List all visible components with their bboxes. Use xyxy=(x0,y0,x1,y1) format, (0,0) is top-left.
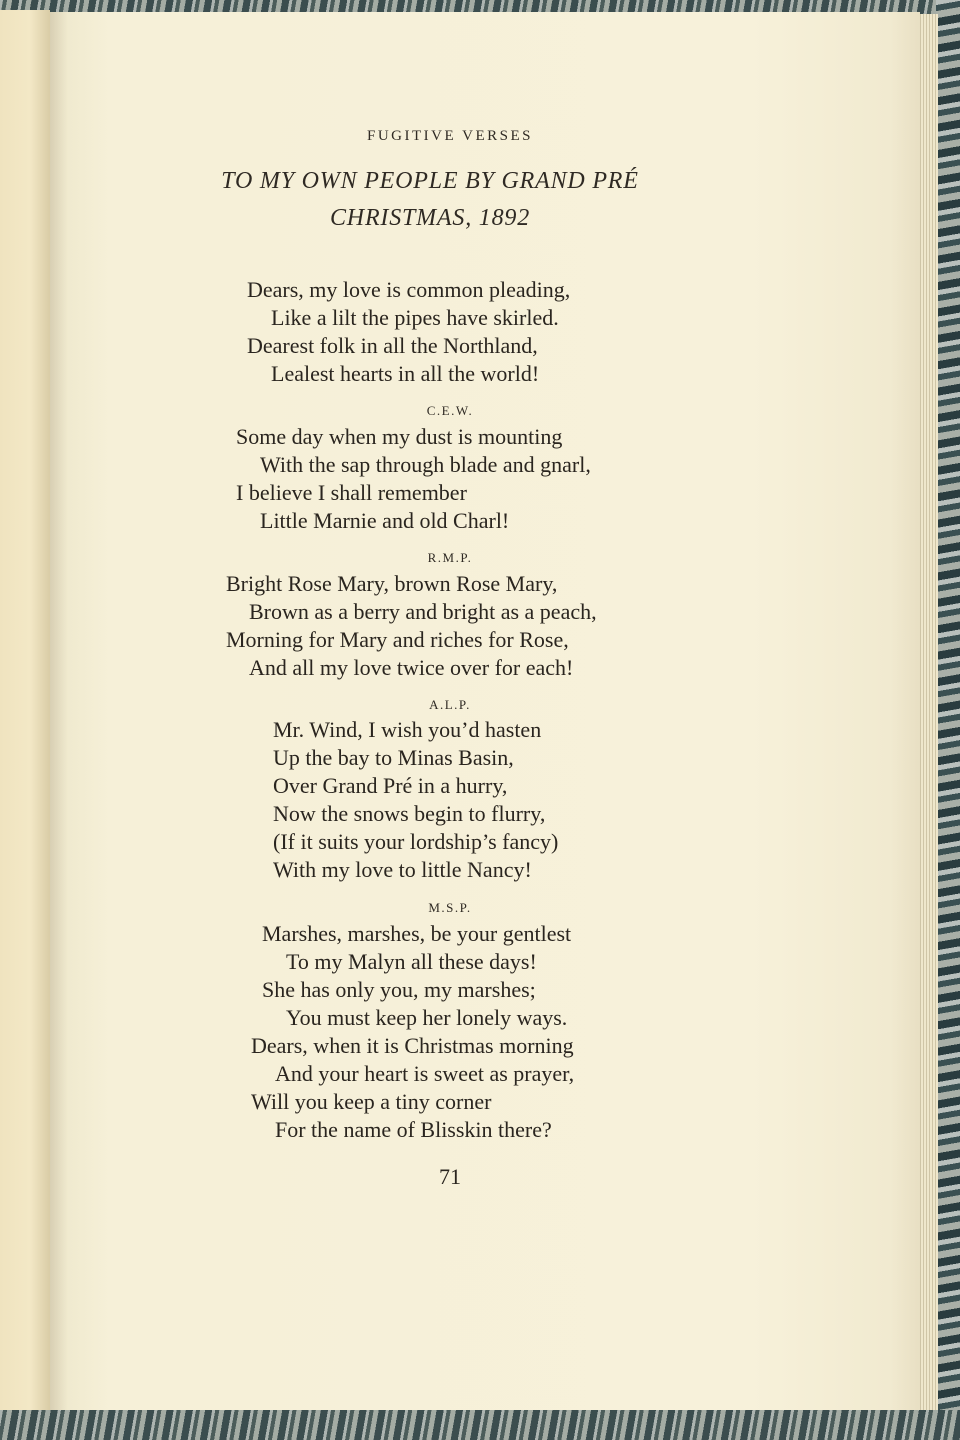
running-head: FUGITIVE VERSES xyxy=(367,128,533,144)
poem-line: Now the snows begin to flurry, xyxy=(273,801,546,826)
page-edges xyxy=(918,14,938,1414)
poem-line: She has only you, my marshes; xyxy=(262,977,536,1002)
poem-line: Mr. Wind, I wish you’d hasten xyxy=(273,717,542,742)
poem-line: Up the bay to Minas Basin, xyxy=(273,745,514,770)
poem-subtitle: CHRISTMAS, 1892 xyxy=(330,205,530,231)
poem-line: Bright Rose Mary, brown Rose Mary, xyxy=(226,571,558,596)
page-number: 71 xyxy=(439,1164,461,1189)
poem-line: With my love to little Nancy! xyxy=(273,857,532,882)
poem-title: TO MY OWN PEOPLE BY GRAND PRÉ xyxy=(221,168,639,194)
poem-line: Brown as a berry and bright as a peach, xyxy=(249,599,597,624)
poem-line: Dears, my love is common pleading, xyxy=(247,277,571,302)
dedication-initials: C.E.W. xyxy=(426,403,474,418)
poem-line: Marshes, marshes, be your gentlest xyxy=(262,921,572,946)
poem-line: Some day when my dust is mounting xyxy=(236,424,563,449)
poem-line: Will you keep a tiny corner xyxy=(251,1089,492,1114)
poem-line: Like a lilt the pipes have skirled. xyxy=(271,305,559,330)
poem-line: And all my love twice over for each! xyxy=(249,655,574,680)
marbled-cover-bottom xyxy=(0,1410,960,1440)
marbled-cover-right xyxy=(936,0,960,1440)
poem-line: For the name of Blisskin there? xyxy=(275,1117,552,1142)
poem-line: Dears, when it is Christmas morning xyxy=(251,1033,574,1058)
dedication-initials: A.L.P. xyxy=(429,697,471,712)
poem-line: With the sap through blade and gnarl, xyxy=(260,452,591,477)
poem-line: And your heart is sweet as prayer, xyxy=(275,1061,575,1086)
poem-line: You must keep her lonely ways. xyxy=(286,1005,568,1030)
poem-line: Little Marnie and old Charl! xyxy=(260,508,510,533)
poem-line: Morning for Mary and riches for Rose, xyxy=(226,627,569,652)
poem-line: Lealest hearts in all the world! xyxy=(271,361,540,386)
poem-line: To my Malyn all these days! xyxy=(286,949,537,974)
poem-line: (If it suits your lordship’s fancy) xyxy=(273,829,559,854)
dedication-initials: R.M.P. xyxy=(427,550,473,565)
dedication-initials: M.S.P. xyxy=(428,900,472,915)
poem-line: Over Grand Pré in a hurry, xyxy=(273,773,508,798)
poem-line: I believe I shall remember xyxy=(236,480,467,505)
poem-line: Dearest folk in all the Northland, xyxy=(247,333,538,358)
